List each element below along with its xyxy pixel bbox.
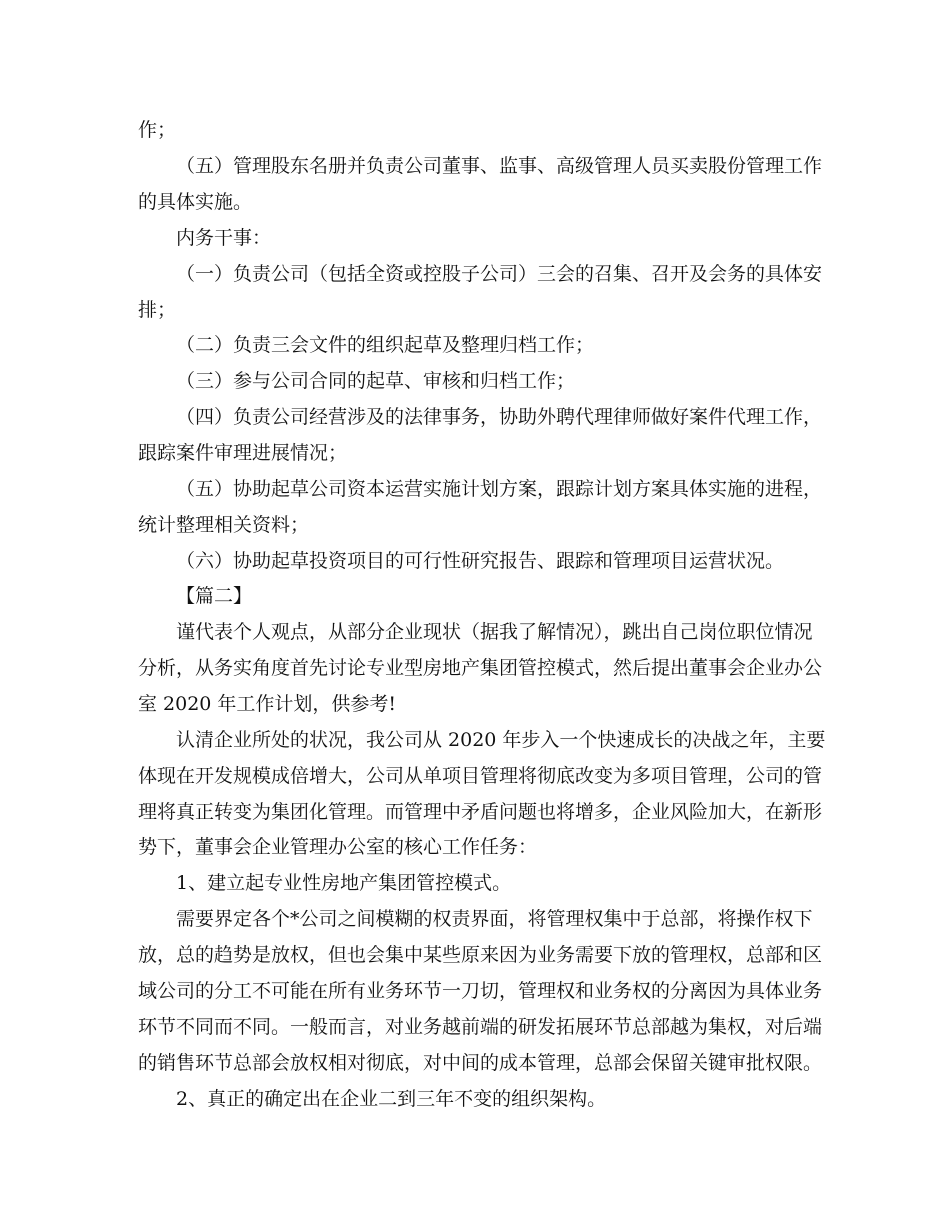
text-line: 1、建立起专业性房地产集团管控模式。 xyxy=(176,872,512,894)
text-line: 谨代表个人观点，从部分企业现状（据我了解情况），跳出自己岗位职位情况 xyxy=(176,621,813,643)
text-line: 分析，从务实角度首先讨论专业型房地产集团管控模式，然后提出董事会企业办公 xyxy=(138,657,823,679)
text-line: 室 2020 年工作计划，供参考! xyxy=(138,693,397,715)
text-line: 作； xyxy=(138,119,177,141)
text-line: （一）负责公司（包括全资或控股子公司）三会的召集、召开及会务的具体安 xyxy=(176,263,823,285)
text-line: 排； xyxy=(138,299,177,321)
text-line: 2、真正的确定出在企业二到三年不变的组织架构。 xyxy=(176,1088,607,1110)
section-heading: 【篇二】 xyxy=(176,585,253,607)
text-line: 的销售环节总部会放权相对彻底，对中间的成本管理，总部会保留关键审批权限。 xyxy=(138,1052,823,1074)
text-line: 域公司的分工不可能在所有业务环节一刀切，管理权和业务权的分离因为具体业务 xyxy=(138,980,823,1002)
text-line: 需要界定各个*公司之间模糊的权责界面，将管理权集中于总部，将操作权下 xyxy=(176,908,813,930)
text-line: （六）协助起草投资项目的可行性研究报告、跟踪和管理项目运营状况。 xyxy=(176,550,785,572)
text-line: 势下，董事会企业管理办公室的核心工作任务： xyxy=(138,836,538,858)
text-line: 跟踪案件审理进展情况； xyxy=(138,442,348,464)
text-line: 体现在开发规模成倍增大，公司从单项目管理将彻底改变为多项目管理，公司的管 xyxy=(138,765,823,787)
text-line: （四）负责公司经营涉及的法律事务，协助外聘代理律师做好案件代理工作， xyxy=(176,406,823,428)
text-line: 的具体实施。 xyxy=(138,191,253,213)
text-line: 统计整理相关资料； xyxy=(138,514,310,536)
text-line: （二）负责三会文件的组织起草及整理归档工作； xyxy=(176,334,595,356)
text-line: 理将真正转变为集团化管理。而管理中矛盾问题也将增多，企业风险加大，在新形 xyxy=(138,801,823,823)
text-line: 内务干事： xyxy=(176,227,272,249)
text-line: （三）参与公司合同的起草、审核和归档工作； xyxy=(176,370,576,392)
text-line: 认清企业所处的状况，我公司从 2020 年步入一个快速成长的决战之年，主要 xyxy=(176,729,826,751)
text-line: （五）管理股东名册并负责公司董事、监事、高级管理人员买卖股份管理工作 xyxy=(176,155,823,177)
text-line: 放，总的趋势是放权，但也会集中某些原来因为业务需要下放的管理权，总部和区 xyxy=(138,944,823,966)
text-line: 环节不同而不同。一般而言，对业务越前端的研发拓展环节总部越为集权，对后端 xyxy=(138,1016,823,1038)
text-line: （五）协助起草公司资本运营实施计划方案，跟踪计划方案具体实施的进程， xyxy=(176,478,823,500)
